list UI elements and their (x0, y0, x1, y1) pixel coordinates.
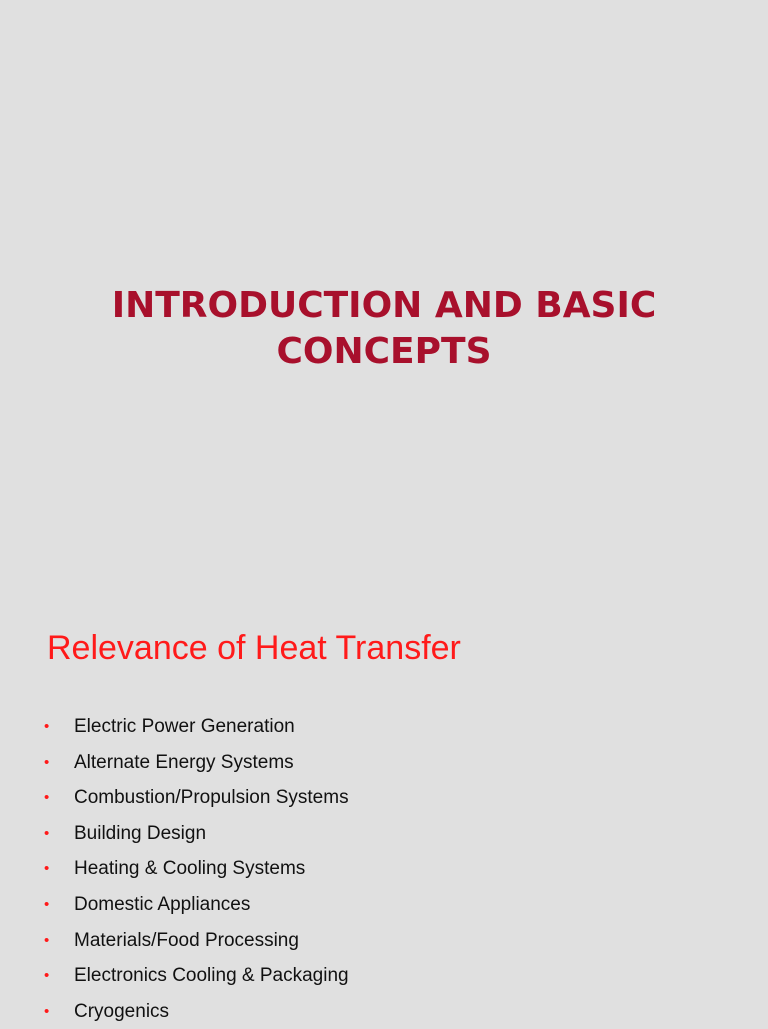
list-item-text: Combustion/Propulsion Systems (74, 787, 349, 809)
list-item-text: Alternate Energy Systems (74, 751, 294, 773)
bullet-icon: • (44, 824, 50, 842)
slide-title: INTRODUCTION AND BASIC CONCEPTS (111, 285, 657, 372)
list-item-text: Materials/Food Processing (74, 929, 299, 951)
bullet-icon: • (44, 895, 50, 913)
bullet-icon: • (44, 967, 50, 985)
bullet-icon: • (44, 789, 50, 807)
list-item-text: Heating & Cooling Systems (74, 858, 306, 880)
list-item-text: Electric Power Generation (74, 716, 295, 737)
bullet-icon: • (44, 753, 50, 771)
bullet-icon: • (44, 931, 50, 949)
bullet-icon: • (44, 860, 50, 878)
list-item-text: Cryogenics (74, 1000, 170, 1022)
list-item-text: Domestic Appliances (74, 893, 251, 915)
section-heading: Relevance of Heat Transfer (47, 629, 461, 667)
list-item-text: Building Design (74, 822, 207, 844)
bullet-icon: • (44, 718, 50, 735)
bullet-icon: • (44, 1002, 50, 1020)
list-item-text: Electronics Cooling & Packaging (74, 965, 349, 987)
